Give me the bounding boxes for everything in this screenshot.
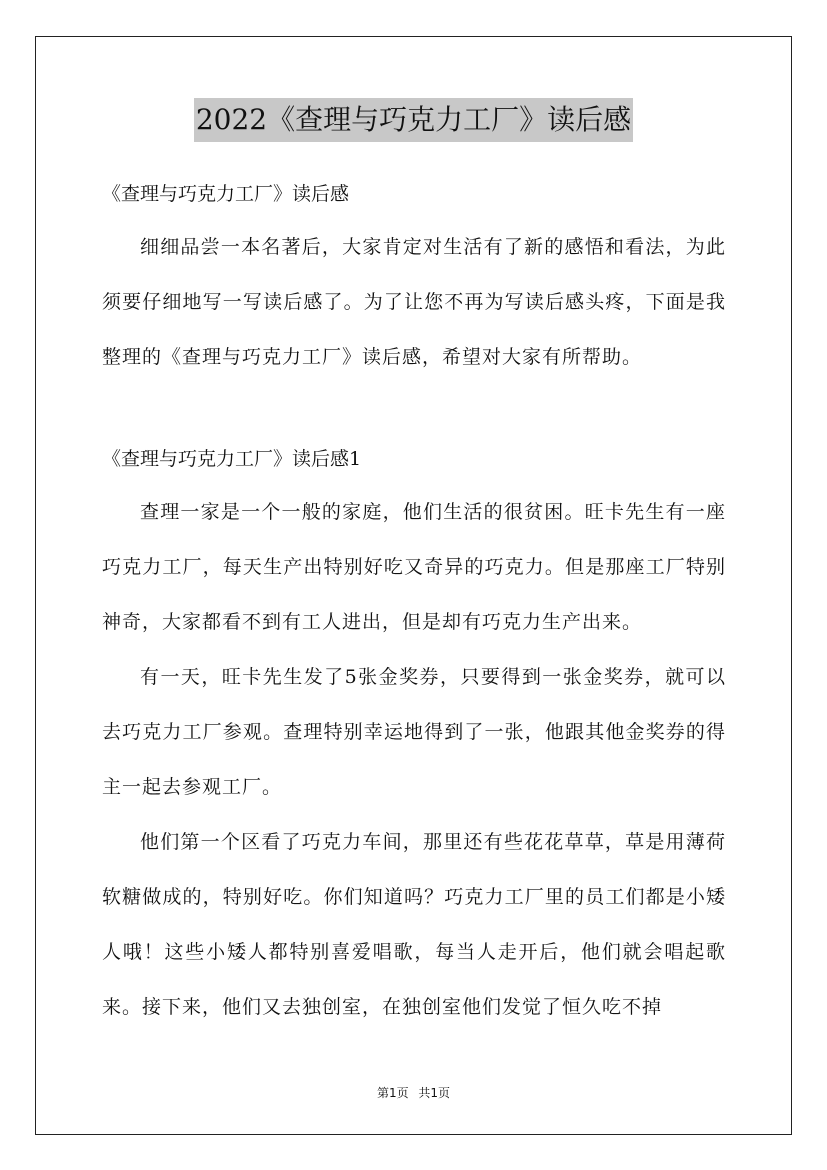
page-total: 共1页: [418, 1086, 451, 1100]
document-title: 2022《查理与巧克力工厂》读后感: [194, 98, 633, 142]
section-spacer: [102, 385, 726, 433]
page-number: 第1页: [376, 1086, 409, 1100]
body-paragraph: 有一天，旺卡先生发了5张金奖券，只要得到一张金奖券，就可以去巧克力工厂参观。查理特别幸运地得到了一张，他跟其他金奖券的得主一起去参观工厂。: [102, 666, 726, 798]
intro-paragraph: 细细品尝一本名著后，大家肯定对生活有了新的感悟和看法，为此须要仔细地写一写读后感了。为了让您不再为写读后感头疼，下面是我整理的《查理与巧克力工厂》读后感，希望对大家有所帮助。: [102, 236, 726, 368]
title-container: [0, 98, 827, 142]
document-body: [102, 168, 726, 1035]
intro-heading: 《查理与巧克力工厂》读后感: [102, 183, 350, 205]
page-footer: [0, 1084, 827, 1101]
section1-heading: 《查理与巧克力工厂》读后感1: [102, 448, 362, 470]
body-paragraph: 他们第一个区看了巧克力车间，那里还有些花花草草，草是用薄荷软糖做成的，特别好吃。你们知道吗？巧克力工厂里的员工们都是小矮人哦！这些小矮人都特别喜爱唱歌，每当人走开后，他们就会唱起歌来。接下来，他们又去独创室，在独创室他们发觉了恒久吃不掉: [102, 831, 726, 1018]
body-paragraph: 查理一家是一个一般的家庭，他们生活的很贫困。旺卡先生有一座巧克力工厂，每天生产出特别好吃又奇异的巧克力。但是那座工厂特别神奇，大家都看不到有工人进出，但是却有巧克力生产出来。: [102, 501, 726, 633]
